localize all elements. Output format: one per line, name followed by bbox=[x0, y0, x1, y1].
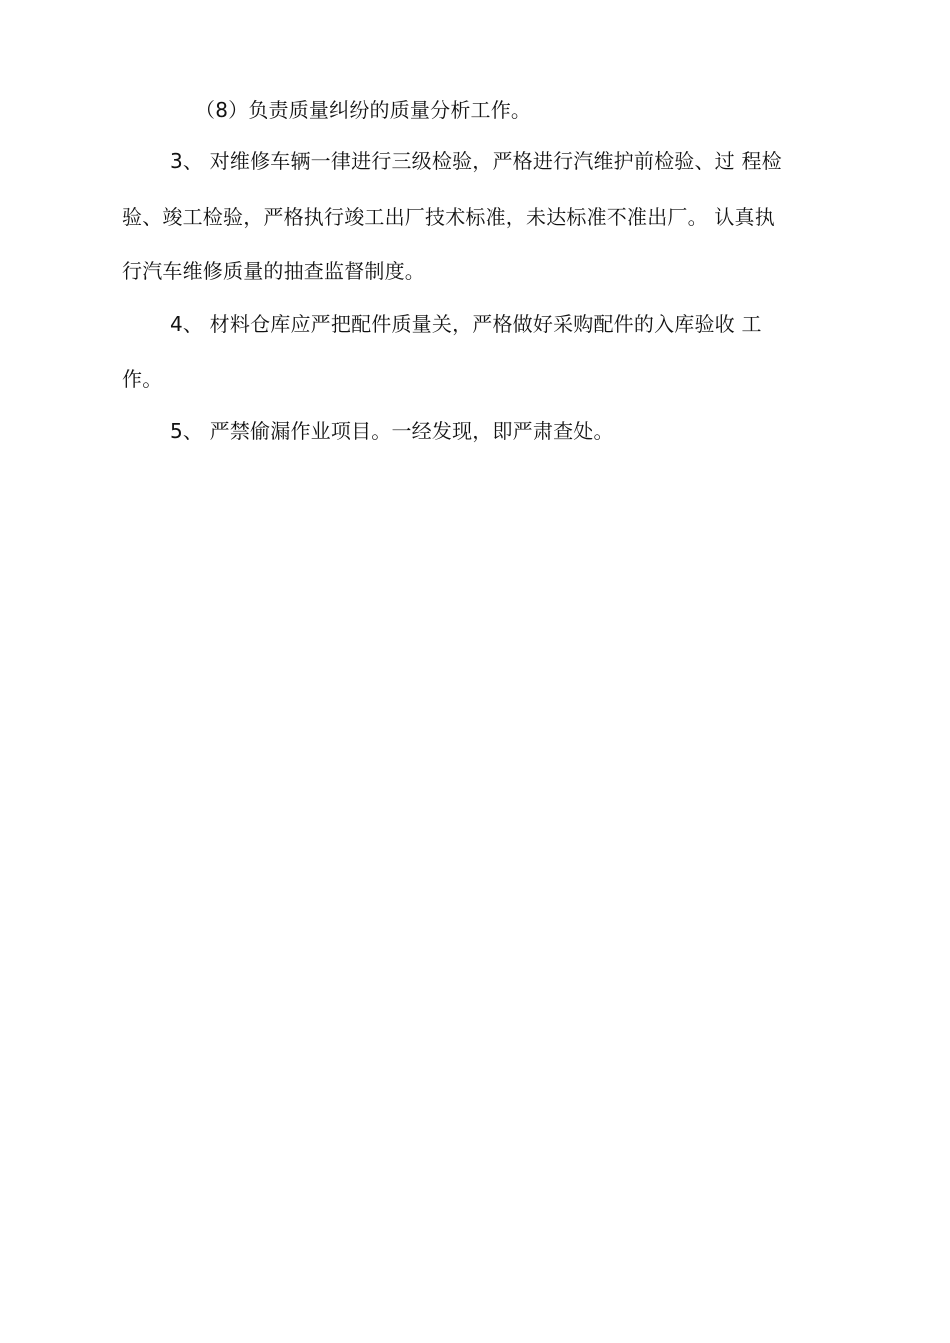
paragraph-5: 5、 严禁偷漏作业项目。一经发现，即严肃查处。 bbox=[170, 419, 614, 443]
paragraph-4-line-1: 4、 材料仓库应严把配件质量关，严格做好采购配件的入库验收 工 bbox=[170, 312, 762, 336]
paragraph-3-line-3: 行汽车维修质量的抽查监督制度。 bbox=[122, 259, 425, 283]
paragraph-3-line-1: 3、 对维修车辆一律进行三级检验，严格进行汽维护前检验、过 程检 bbox=[170, 149, 782, 173]
paragraph-4-line-2: 作。 bbox=[122, 367, 163, 391]
paragraph-item-8-duties: （8）负责质量纠纷的质量分析工作。 bbox=[195, 98, 532, 122]
paragraph-3-line-2: 验、竣工检验，严格执行竣工出厂技术标准，未达标准不准出厂。 认真执 bbox=[122, 205, 775, 229]
